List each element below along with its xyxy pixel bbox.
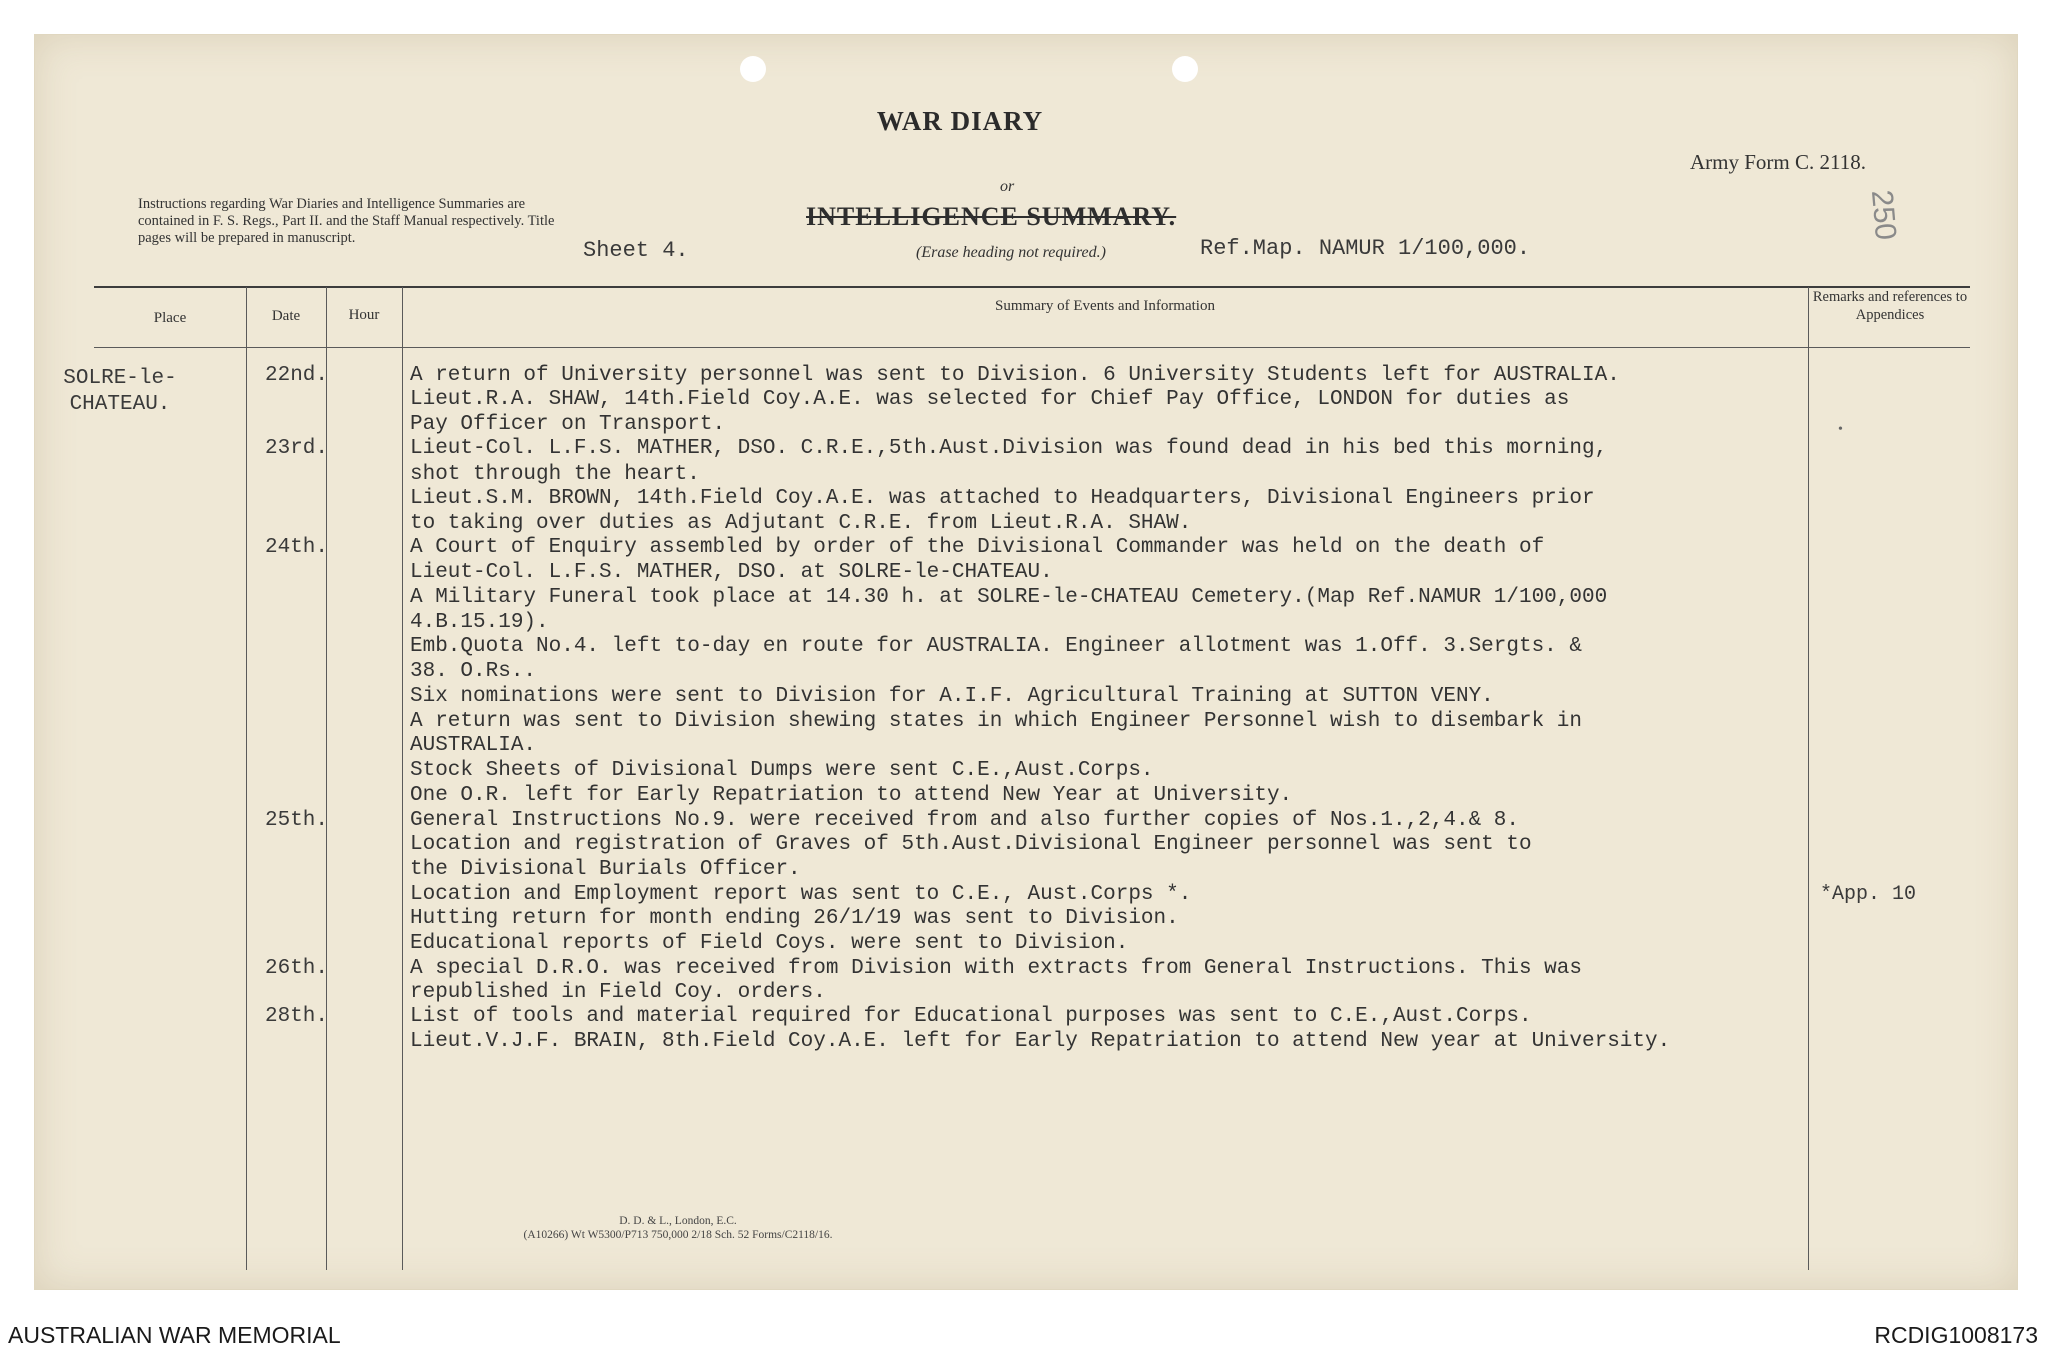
col-date-header: Date xyxy=(271,308,301,324)
punch-hole-right xyxy=(1172,56,1198,82)
col-divider-date xyxy=(246,287,247,1270)
summary-line: One O.R. left for Early Repatriation to attend New Year at University. xyxy=(410,784,1293,807)
diary-title: WAR DIARY xyxy=(876,106,1044,136)
col-divider-summary xyxy=(402,287,403,1270)
summary-line: Pay Officer on Transport. xyxy=(410,413,726,436)
summary-line: Location and registration of Graves of 5th.Aust.Divisional Engineer personnel was sent to xyxy=(410,833,1532,856)
summary-line: the Divisional Burials Officer. xyxy=(410,858,801,881)
col-remarks-header: Remarks and references to Appendices xyxy=(1812,289,1968,323)
title-or: or xyxy=(1000,178,1015,195)
date-entry: 25th. xyxy=(264,809,328,832)
summary-line: A return was sent to Division shewing states in which Engineer Personnel wish to disembark in xyxy=(410,710,1582,733)
map-reference: Ref.Map. NAMUR 1/100,000. xyxy=(1200,236,1531,261)
instructions-note: Instructions regarding War Diaries and Intelligence Summaries are contained in F. S. Regs., Part II. and the Staff Manual respectively. Title pages will be prepared in manuscript. xyxy=(138,196,555,246)
summary-line: shot through the heart. xyxy=(410,463,700,486)
appendix-reference: *App. 10 xyxy=(1820,883,1917,906)
date-entry: 28th. xyxy=(264,1005,328,1028)
summary-line: A Military Funeral took place at 14.30 h. at SOLRE-le-CHATEAU Cemetery.(Map Ref.NAMUR 1/100,000 xyxy=(410,586,1608,609)
col-divider-hour xyxy=(326,287,327,1270)
printer-line: D. D. & L., London, E.C. xyxy=(619,1215,737,1227)
summary-line: Stock Sheets of Divisional Dumps were sent C.E.,Aust.Corps. xyxy=(410,759,1154,782)
erase-note: (Erase heading not required.) xyxy=(916,244,1106,261)
summary-line: to taking over duties as Adjutant C.R.E. from Lieut.R.A. SHAW. xyxy=(410,512,1192,535)
struck-heading: INTELLIGENCE SUMMARY. xyxy=(806,202,1177,231)
printer-imprint xyxy=(468,1214,888,1242)
summary-line: General Instructions No.9. were received from and also further copies of Nos.1.,2,4.& 8. xyxy=(410,809,1519,832)
summary-line: Lieut-Col. L.F.S. MATHER, DSO. C.R.E.,5th.Aust.Division was found dead in his bed this morning, xyxy=(410,437,1608,460)
col-place-header: Place xyxy=(153,310,187,326)
footer-record-id: RCDIG1008173 xyxy=(1874,1322,2038,1348)
summary-line: Six nominations were sent to Division for A.I.F. Agricultural Training at SUTTON VENY. xyxy=(410,685,1494,708)
summary-line: Lieut.R.A. SHAW, 14th.Field Coy.A.E. was selected for Chief Pay Office, LONDON for duties as xyxy=(410,388,1570,411)
summary-line: AUSTRALIA. xyxy=(410,734,537,757)
column-header-rule xyxy=(94,347,1970,348)
summary-line: Hutting return for month ending 26/1/19 was sent to Division. xyxy=(410,907,1179,930)
printer-line: (A10266) Wt W5300/P713 750,000 2/18 Sch. 52 Forms/C2118/16. xyxy=(523,1229,833,1241)
margin-dot: • xyxy=(1838,422,1843,437)
summary-line: 4.B.15.19). xyxy=(410,611,549,634)
col-divider-remarks xyxy=(1808,287,1809,1270)
summary-line: republished in Field Coy. orders. xyxy=(410,981,826,1004)
header-rule xyxy=(94,286,1970,288)
summary-line: Educational reports of Field Coys. were sent to Division. xyxy=(410,932,1129,955)
place-entry: SOLRE-le-CHATEAU. xyxy=(63,367,177,416)
summary-line: A Court of Enquiry assembled by order of the Divisional Commander was held on the death of xyxy=(410,536,1545,559)
summary-line: Lieut-Col. L.F.S. MATHER, DSO. at SOLRE-le-CHATEAU. xyxy=(410,561,1053,584)
summary-line: A special D.R.O. was received from Division with extracts from General Instructions. This was xyxy=(410,957,1582,980)
summary-line: Lieut.S.M. BROWN, 14th.Field Coy.A.E. was attached to Headquarters, Divisional Engineers prior xyxy=(410,487,1595,510)
summary-line: List of tools and material required for Educational purposes was sent to C.E.,Aust.Corps. xyxy=(410,1005,1532,1028)
date-entry: 24th. xyxy=(264,536,328,559)
col-hour-header: Hour xyxy=(348,307,380,323)
footer-institution: AUSTRALIAN WAR MEMORIAL xyxy=(8,1322,341,1348)
summary-line: Location and Employment report was sent to C.E., Aust.Corps *. xyxy=(410,883,1192,906)
sheet-number: Sheet 4. xyxy=(583,238,689,263)
summary-line: 38. O.Rs.. xyxy=(410,660,537,683)
summary-line: Lieut.V.J.F. BRAIN, 8th.Field Coy.A.E. left for Early Repatriation to attend New year at University. xyxy=(410,1030,1671,1053)
punch-hole-left xyxy=(740,56,766,82)
summary-line: Emb.Quota No.4. left to-day en route for AUSTRALIA. Engineer allotment was 1.Off. 3.Sergts. & xyxy=(410,635,1582,658)
pencil-page-number: 250 xyxy=(1864,188,1903,242)
date-entry: 22nd. xyxy=(264,364,328,387)
army-form-number: Army Form C. 2118. xyxy=(1690,150,1866,174)
date-entry: 26th. xyxy=(264,957,328,980)
summary-line: A return of University personnel was sent to Division. 6 University Students left for AUSTRALIA. xyxy=(410,364,1620,387)
col-summary-header: Summary of Events and Information xyxy=(995,298,1215,314)
date-entry: 23rd. xyxy=(264,437,328,460)
